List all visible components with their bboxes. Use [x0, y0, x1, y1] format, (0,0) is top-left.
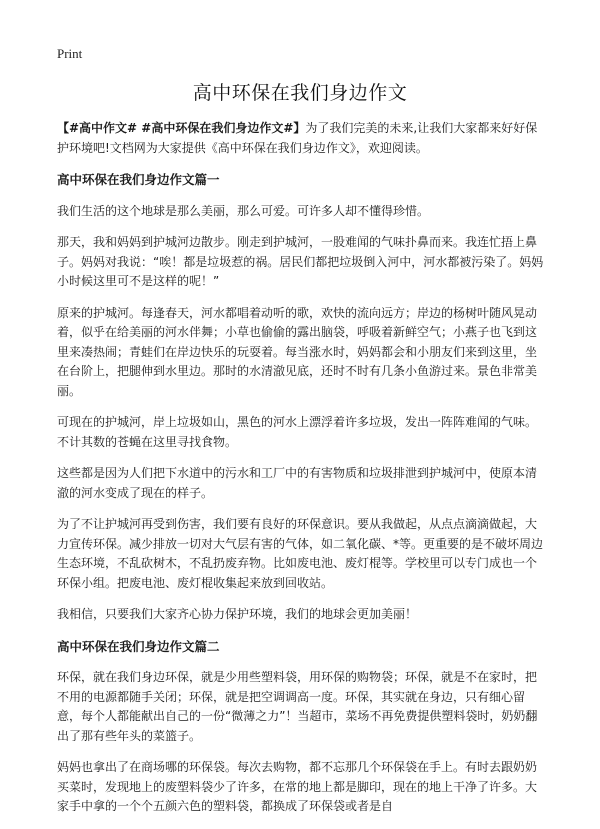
article-body — [57, 119, 544, 829]
paragraph: 这些都是因为人们把下水道中的污水和工厂中的有害物质和垃圾排泄到护城河中，使原本清澈的河水变成了现在的样子。 — [57, 466, 538, 500]
intro-tag: 【#高中作文# #高中环保在我们身边作文#】 — [57, 121, 306, 135]
intro-paragraph — [57, 119, 544, 158]
paragraph: 那天，我和妈妈到护城河边散步。刚走到护城河，一股难闻的气味扑鼻而来。我连忙捂上鼻子。妈妈对我说：“唉！都是垃圾惹的祸。居民们都把垃圾倒入河中，河水都被污染了。妈妈小时候这里可不是这样的呢！” — [57, 235, 544, 288]
paragraph: 妈妈也拿出了在商场哪的环保袋。每次去购物，都不忘那几个环保袋在手上。有时去跟奶奶买菜时，发现地上的废塑料袋少了许多，在常的地上都是脚印，现在的地上干净了许多。大家手中拿的一个个五颜六色的塑料袋，都换成了环保袋或者是自 — [57, 760, 538, 813]
paragraph: 为了不让护城河再受到伤害，我们要有良好的环保意识。要从我做起，从点点滴滴做起，大力宣传环保。减少排放一切对大气层有害的气体，如二氧化碳、*等。更重要的是不破坏周边生态环境，不乱砍树木，不乱扔废弃物。比如废电池、废灯棍等。学校里可以专门成也一个环保小组。把废电池、废灯棍收集起来放到回收站。 — [57, 517, 544, 590]
page-title: 高中环保在我们身边作文 — [192, 82, 408, 104]
intro-text: 为了我们完美的未来,让我们大家都来好好保护环境吧!文档网为大家提供《高中环保在我们身边作文》，欢迎阅读。 — [57, 121, 538, 155]
section-heading-2: 高中环保在我们身边作文篇二 — [57, 638, 220, 654]
paragraph: 环保，就在我们身边环保，就是少用些塑料袋，用环保的购物袋；环保，就是不在家时，把不用的电源都随手关闭；环保，就是把空调调高一度。环保，其实就在身边，只有细心留意，每个人都能献出自己的一份“微薄之力”！当超市，菜场不再免费提供塑料袋时，奶奶翻出了那有些年头的菜篮子。 — [57, 670, 538, 743]
section-heading-1: 高中环保在我们身边作文篇一 — [57, 172, 220, 187]
paragraph: 原来的护城河。每逢春天，河水都唱着动听的歌，欢快的流向远方；岸边的杨树叶随风晃动着，似乎在给美丽的河水伴舞；小草也偷偷的露出脑袋，呼吸着新鲜空气；小燕子也飞到这里来凑热闹；青蛙们在岸边快乐的玩耍着。每当涨水时，妈妈都会和小朋友们来到这里，坐在台阶上，把腿伸到水里边。那时的水清澈见底，还时不时有几条小鱼游过来。景色非常美丽。 — [57, 305, 538, 398]
print-link[interactable]: Print — [57, 46, 83, 61]
paragraph: 我们生活的这个地球是那么美丽，那么可爱。可许多人却不懂得珍惜。 — [57, 203, 430, 218]
paragraph: 我相信，只要我们大家齐心协力保护环境，我们的地球会更加美丽！ — [57, 607, 418, 621]
paragraph: 可现在的护城河，岸上垃圾如山，黑色的河水上漂浮着许多垃圾，发出一阵阵难闻的气味。不计其数的苍蝇在这里寻找食物。 — [57, 415, 538, 449]
